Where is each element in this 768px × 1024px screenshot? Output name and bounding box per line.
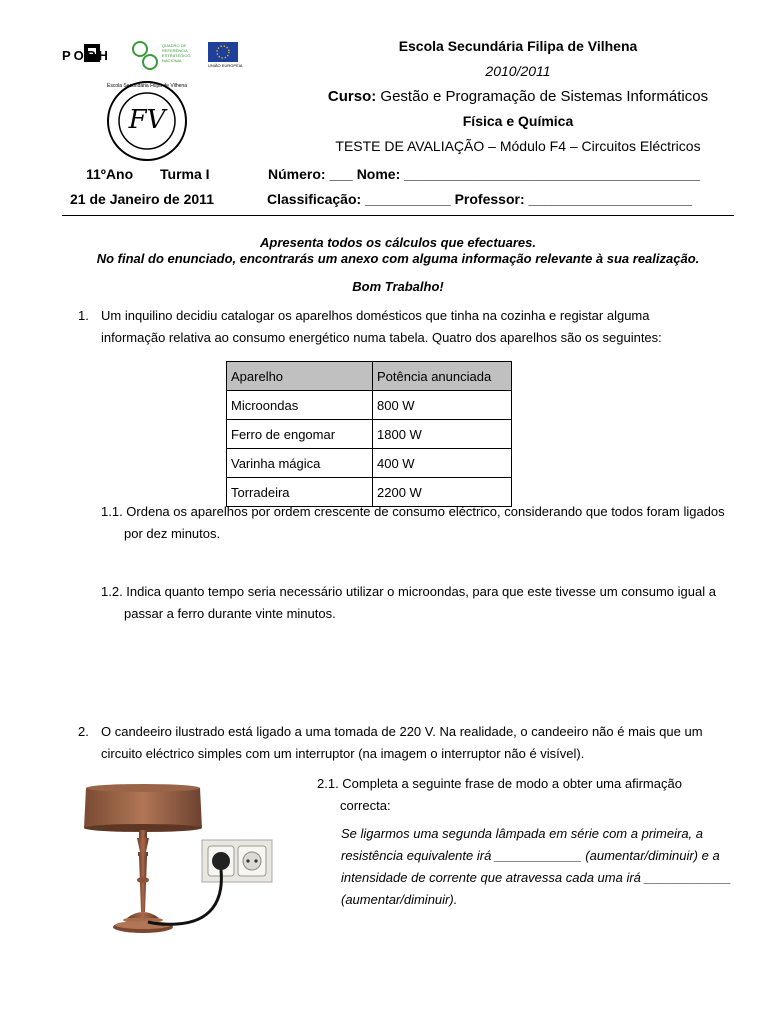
header-rule — [62, 215, 734, 216]
table-header-row — [227, 362, 512, 391]
eu-caption: UNIÃO EUROPEIA — [208, 63, 243, 68]
table-header-cell: Aparelho — [227, 362, 373, 391]
school-name: Escola Secundária Filipa de Vilhena — [398, 38, 638, 54]
school-seal-text: Escola Secundária Filipa de Vilhena — [107, 83, 187, 89]
qren-caption: QUADRO DE REFERÊNCIA ESTRATÉGICO NACIONAL — [162, 43, 191, 63]
subquestion-number: 1.1. — [101, 504, 127, 519]
subquestion-number: 1.2. — [101, 584, 127, 599]
instruction-line2: No final do enunciado, encontrarás um anexo com alguma informação relevante à sua realização. — [96, 251, 700, 266]
subject: Física e Química — [462, 113, 574, 129]
q2-1-text — [317, 773, 717, 817]
table-cell: Microondas — [227, 391, 373, 420]
q1-1-text: 1.1. Ordena os aparelhos por ordem crescente de consumo eléctrico, considerando que todos foram ligados por dez minutos. — [101, 504, 725, 541]
q2-text: O candeeiro ilustrado está ligado a uma tomada de 220 V. Na realidade, o candeeiro não é mais que um circuito eléctrico simples com um interruptor (na imagem o interruptor não é visível). — [101, 724, 703, 761]
test-title: TESTE DE AVALIAÇÃO – Módulo F4 – Circuitos Eléctricos — [335, 138, 701, 154]
class: Turma I — [160, 166, 210, 182]
qren-logo — [130, 40, 200, 72]
good-luck: Bom Trabalho! — [352, 279, 444, 294]
table-row — [227, 449, 512, 478]
table-row — [227, 420, 512, 449]
grade: 11ºAno — [86, 166, 134, 182]
q2-1-sentence: Se ligarmos uma segunda lâmpada em série com a primeira, a resistência equivalente irá ____________ (aumentar/diminuir) e a intensidade de corrente que atravessa cada uma irá ____________ (aumentar/diminuir). — [341, 826, 732, 907]
school-seal — [106, 80, 188, 162]
classification-field: Classificação: ___________ Professor: _____________________ — [267, 191, 693, 207]
lamp-illustration — [82, 782, 282, 942]
table-cell: 400 W — [373, 449, 512, 478]
poph-logo — [62, 42, 122, 70]
q1-number: 1. — [78, 308, 89, 323]
appliance-table — [226, 361, 512, 507]
table-row — [227, 391, 512, 420]
table-cell: Torradeira — [227, 478, 373, 507]
table-cell: 1800 W — [373, 420, 512, 449]
poph-text: POPH — [62, 48, 111, 63]
course-value: Gestão e Programação de Sistemas Informáticos — [380, 88, 709, 105]
school-year: 2010/2011 — [485, 63, 551, 79]
q2-1-text-content: Completa a seguinte frase de modo a obter uma afirmação correcta: — [340, 776, 682, 813]
instruction-line1: Apresenta todos os cálculos que efectuares. — [260, 235, 536, 250]
course-label: Curso: — [327, 88, 377, 105]
course-line — [268, 88, 768, 105]
table-cell: 800 W — [373, 391, 512, 420]
q2-number: 2. — [78, 724, 89, 739]
table-cell: Varinha mágica — [227, 449, 373, 478]
q1-text: Um inquilino decidiu catalogar os aparelhos domésticos que tinha na cozinha e registar alguma informação relativa ao consumo energético numa tabela. Quatro dos aparelhos são os seguintes: — [101, 308, 662, 345]
subquestion-number: 2.1. — [317, 776, 343, 791]
eu-logo — [208, 42, 242, 72]
table-cell: 2200 W — [373, 478, 512, 507]
number-name-field: Número: ___ Nome: ______________________________________ — [268, 166, 701, 182]
q1-2-text: 1.2. Indica quanto tempo seria necessário utilizar o microondas, para que este tivesse um consumo igual a passar a ferro durante vinte minutos. — [101, 584, 716, 621]
test-date: 21 de Janeiro de 2011 — [70, 191, 214, 207]
table-header-cell: Potência anunciada — [373, 362, 512, 391]
table-cell: Ferro de engomar — [227, 420, 373, 449]
school-initials: FV — [128, 105, 166, 135]
